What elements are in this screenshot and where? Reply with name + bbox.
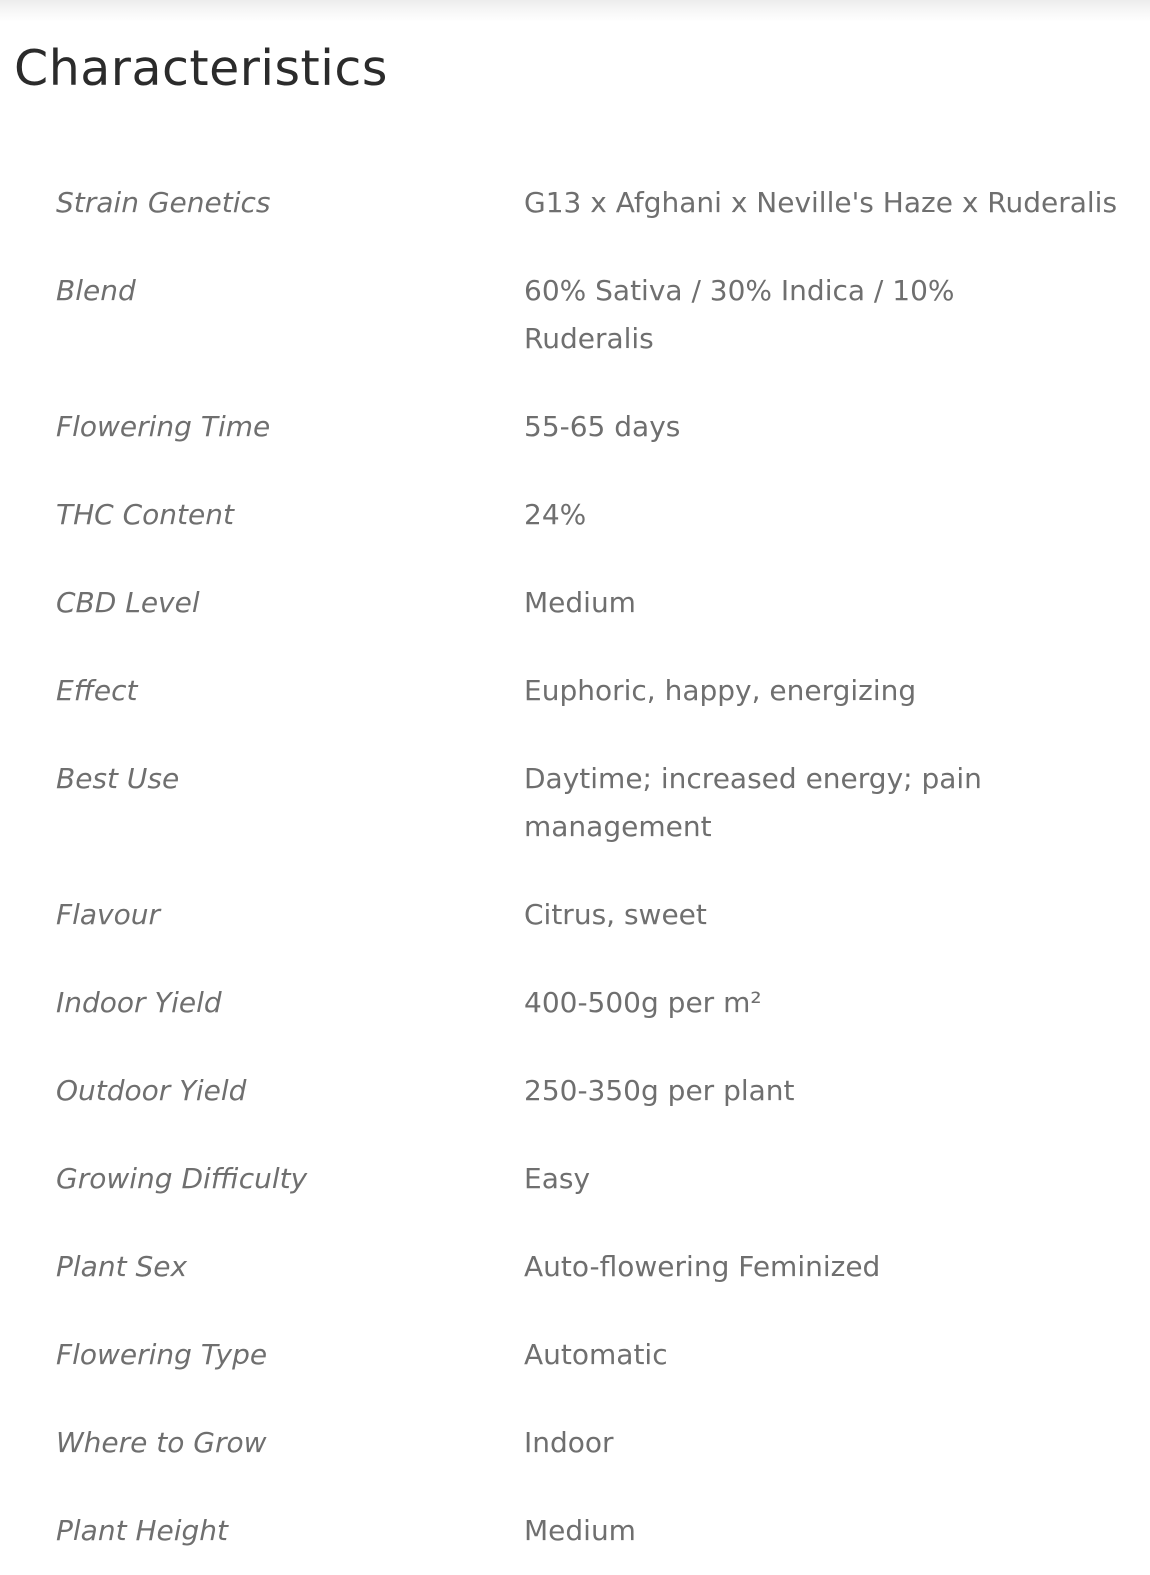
row-label: Plant Height	[56, 1514, 229, 1547]
row-value: Medium	[524, 586, 636, 619]
table-row	[0, 1399, 1150, 1487]
table-row	[0, 1223, 1150, 1311]
row-value: 250-350g per plant	[524, 1074, 795, 1107]
characteristics-table-body	[0, 159, 1150, 1575]
row-label: Best Use	[56, 762, 180, 795]
row-value: Automatic	[524, 1338, 668, 1371]
table-row	[0, 247, 1150, 383]
table-row	[0, 383, 1150, 471]
row-value: Indoor	[524, 1426, 614, 1459]
row-label: THC Content	[56, 498, 234, 531]
row-label: Blend	[56, 274, 136, 307]
row-label: Plant Sex	[56, 1250, 188, 1283]
table-row	[0, 1487, 1150, 1575]
characteristics-table	[0, 159, 1150, 1575]
row-value: Euphoric, happy, energizing	[524, 674, 917, 707]
row-value: 400-500g per m²	[524, 986, 762, 1019]
row-label: Strain Genetics	[56, 186, 271, 219]
row-label: Flowering Type	[56, 1338, 268, 1371]
table-row	[0, 1135, 1150, 1223]
row-label: Outdoor Yield	[56, 1074, 247, 1107]
table-row	[0, 559, 1150, 647]
row-label: CBD Level	[56, 586, 200, 619]
table-row	[0, 959, 1150, 1047]
row-label: Growing Difficulty	[56, 1162, 308, 1195]
table-row	[0, 1047, 1150, 1135]
table-row	[0, 735, 1150, 871]
row-value: Medium	[524, 1514, 636, 1547]
table-row	[0, 471, 1150, 559]
row-value: G13 x Afghani x Neville's Haze x Ruderalis	[524, 186, 1118, 219]
row-value: Citrus, sweet	[524, 898, 707, 931]
row-label: Effect	[56, 674, 138, 707]
table-row	[0, 871, 1150, 959]
row-value: 55-65 days	[524, 410, 681, 443]
top-shadow	[0, 0, 1150, 22]
row-value: 24%	[524, 498, 587, 531]
page-title: Characteristics	[14, 40, 388, 97]
row-value: Auto-flowering Feminized	[524, 1250, 881, 1283]
row-value: 60% Sativa / 30% Indica / 10% Ruderalis	[524, 274, 955, 355]
row-label: Flowering Time	[56, 410, 271, 443]
row-value: Daytime; increased energy; pain management	[524, 762, 982, 843]
table-row	[0, 1311, 1150, 1399]
row-label: Indoor Yield	[56, 986, 222, 1019]
row-label: Flavour	[56, 898, 161, 931]
row-label: Where to Grow	[56, 1426, 267, 1459]
table-row	[0, 159, 1150, 247]
table-row	[0, 647, 1150, 735]
row-value: Easy	[524, 1162, 591, 1195]
